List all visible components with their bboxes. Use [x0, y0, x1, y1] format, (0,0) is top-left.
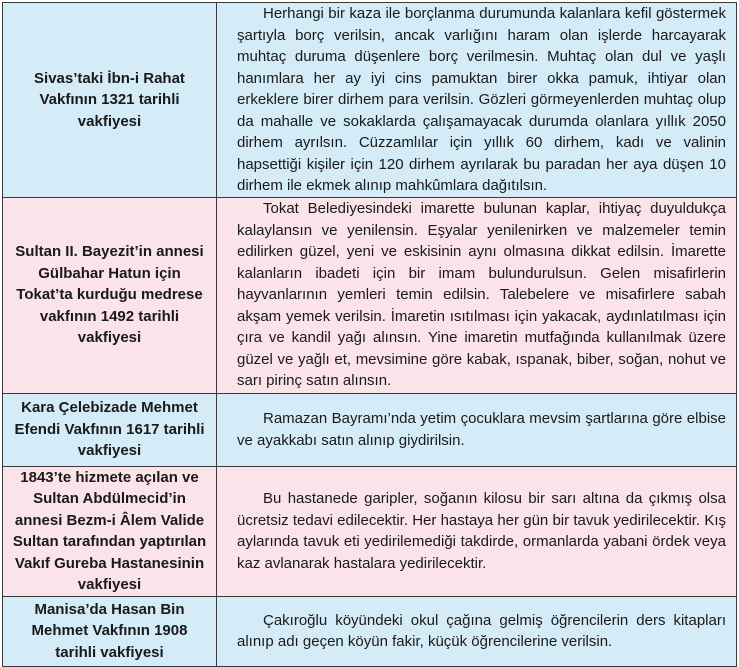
vakfiye-row: [3, 3, 737, 198]
vakfiye-row: [3, 466, 737, 596]
vakfiye-table: [2, 2, 737, 667]
vakfiye-title: Sultan II. Bayezit’in annesi Gülbahar Hatun için Tokat’ta kurduğu medrese vakfının 1492 tarihli vakfiyesi: [3, 197, 217, 393]
vakfiye-title: Kara Çelebizade Mehmet Efendi Vakfının 1617 tarihli vakfiyesi: [3, 393, 217, 466]
vakfiye-text: Tokat Belediyesindeki imarette bulunan kaplar, ihtiyaç duyuldukça kalaylansın ve yenilensin. Eşyalar yenilenirken ve malzemeler temin edilirken güzel, yeni ve eskisinin aynı olmasına dikkat edilsin. İmarette kalanların ibadeti için bir imam bulundurulsun. Gelen misafirlerin hayvanlarının yemleri temin edilsin. Talebelere ve misafirlere sabah akşam yemek verilsin. İmaretin ısıtılması için yakacak, aydınlatılması için çıra ve kandil yağı alınsın. Yine imaretin mutfağında kullanılmak üzere güzel ve yağlı et, mevsimine göre kabak, ıspanak, biber, soğan, nohut ve sarı pirinç satın alınsın.: [217, 197, 737, 393]
vakfiye-title: Manisa’da Hasan Bin Mehmet Vakfının 1908 tarihli vakfiyesi: [3, 596, 217, 666]
vakfiye-text: Bu hastanede garipler, soğanın kilosu bir sarı altına da çıkmış olsa ücretsiz tedavi edilecektir. Her hastaya her gün bir tavuk yedirilecektir. Kış aylarında tavuk eti yedirilemediği takdirde, ormanlarda yabani ördek veya kaz avlanarak hastalara yedirilecektir.: [217, 466, 737, 596]
vakfiye-row: [3, 596, 737, 666]
vakfiye-title: 1843’te hizmete açılan ve Sultan Abdülmecid’in annesi Bezm-i Âlem Valide Sultan tarafından yaptırılan Vakıf Gureba Hastanesinin vakfiyesi: [3, 466, 217, 596]
vakfiye-text: Herhangi bir kaza ile borçlanma durumunda kalanlara kefil göstermek şartıyla borç verilsin, ancak varlığını haram olan işlerde harcayarak muhtaç duruma düşenlere borç verilmesin. Muhtaç olan dul ve yaşlı hanımlara her ay iyi cins pamuktan birer okka pamuk, ihtiyar olan erkeklere birer dirhem para verilsin. Gözleri görmeyenlerden muhtaç olup da mahalle ve sokaklarda çalışamayacak durumda olanlara yıllık 2050 dirhem ayrılsın. Cüzzamlılar için yıllık 60 dirhem, kadı ve valinin hapsettiği kişiler için 120 dirhem ayrılarak bu paradan her aya düşen 10 dirhem ile ekmek alınıp mahkûmlara dağıtılsın.: [217, 3, 737, 198]
vakfiye-row: [3, 393, 737, 466]
vakfiye-text: Çakıroğlu köyündeki okul çağına gelmiş öğrencilerin ders kitapları alınıp adı geçen köyün fakir, küçük öğrencilerine verilsin.: [217, 596, 737, 666]
vakfiye-row: [3, 197, 737, 393]
vakfiye-text: Ramazan Bayramı’nda yetim çocuklara mevsim şartlarına göre elbise ve ayakkabı satın alınıp giydirilsin.: [217, 393, 737, 466]
vakfiye-title: Sivas’taki İbn-i Rahat Vakfının 1321 tarihli vakfiyesi: [3, 3, 217, 198]
